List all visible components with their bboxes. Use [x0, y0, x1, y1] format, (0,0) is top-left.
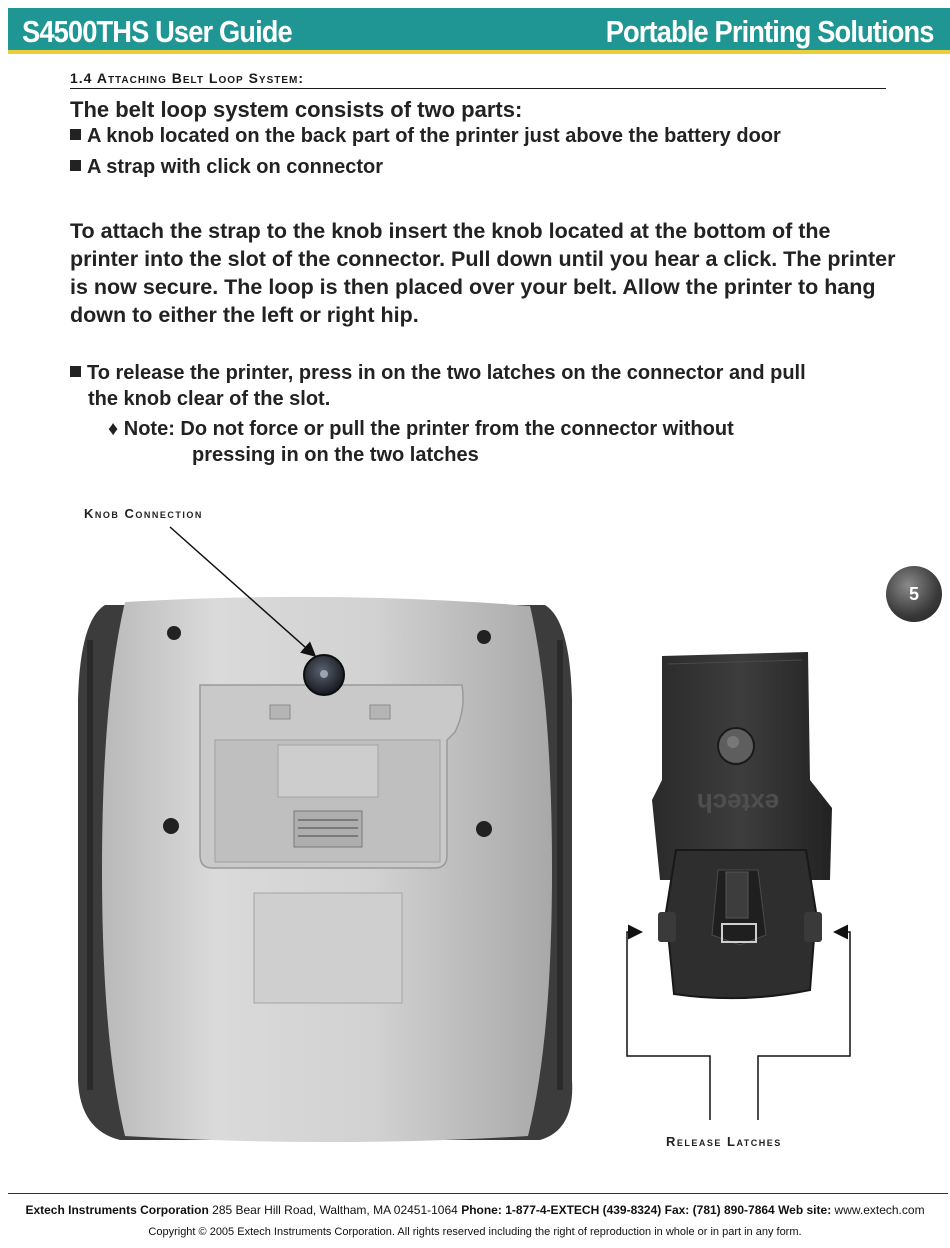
screw-icon: [163, 818, 179, 834]
footer-address: 285 Bear Hill Road, Waltham, MA 02451-1064: [212, 1203, 458, 1217]
footer-company: Extech Instruments Corporation: [25, 1203, 209, 1217]
footer-contact: [0, 1203, 950, 1217]
instructions-paragraph: To attach the strap to the knob insert the knob located at the bottom of the printer into the slot of the connector. Pull down until you hear a click. The printer is now secure. The loop is then placed over your belt. Allow the printer to hang down to either the left or right hip.: [70, 219, 896, 327]
copyright-notice: Copyright © 2005 Extech Instruments Corporation. All rights reserved including the right of reproduction in whole or in part in any form.: [148, 1226, 802, 1238]
footer-web-label: Web site:: [778, 1203, 832, 1217]
printer-image: [78, 597, 572, 1142]
footer-fax: (781) 890-7864: [692, 1203, 775, 1217]
strap-brand-logo: extech: [696, 788, 780, 818]
series-title: Portable Printing Solutions: [606, 14, 934, 49]
belt-strap-image: [652, 652, 832, 998]
lead-sentence: The belt loop system consists of two parts:: [70, 97, 523, 122]
bullet-text: A strap with click on connector: [87, 156, 383, 178]
note-text-line1: ♦ Note: Do not force or pull the printer from the connector without: [108, 418, 734, 440]
page-number-badge: 5: [886, 566, 942, 622]
footer-phone-label: Phone:: [461, 1203, 502, 1217]
footer-fax-label: Fax:: [664, 1203, 690, 1217]
release-text-line1: To release the printer, press in on the two latches on the connector and pull: [87, 362, 806, 384]
footer-divider: [8, 1193, 948, 1194]
note-text-line2: pressing in on the two latches: [192, 444, 479, 466]
bullet-text: A knob located on the back part of the printer just above the battery door: [87, 125, 781, 147]
section-heading: 1.4 Attaching Belt Loop System:: [70, 70, 886, 89]
release-text-line2: the knob clear of the slot.: [88, 388, 331, 410]
footer-phone: 1-877-4-EXTECH (439-8324): [505, 1203, 662, 1217]
screw-icon: [477, 630, 491, 644]
screw-icon: [167, 626, 181, 640]
label-area: [254, 893, 402, 1003]
right-latch: [804, 912, 822, 942]
left-latch: [658, 912, 676, 942]
knob-connection-caption: Knob Connection: [84, 506, 203, 521]
footer-website-link[interactable]: www.extech.com: [834, 1203, 925, 1217]
screw-icon: [476, 821, 492, 837]
document-title: S4500THS User Guide: [22, 14, 292, 49]
release-latches-caption: Release Latches: [666, 1134, 782, 1149]
